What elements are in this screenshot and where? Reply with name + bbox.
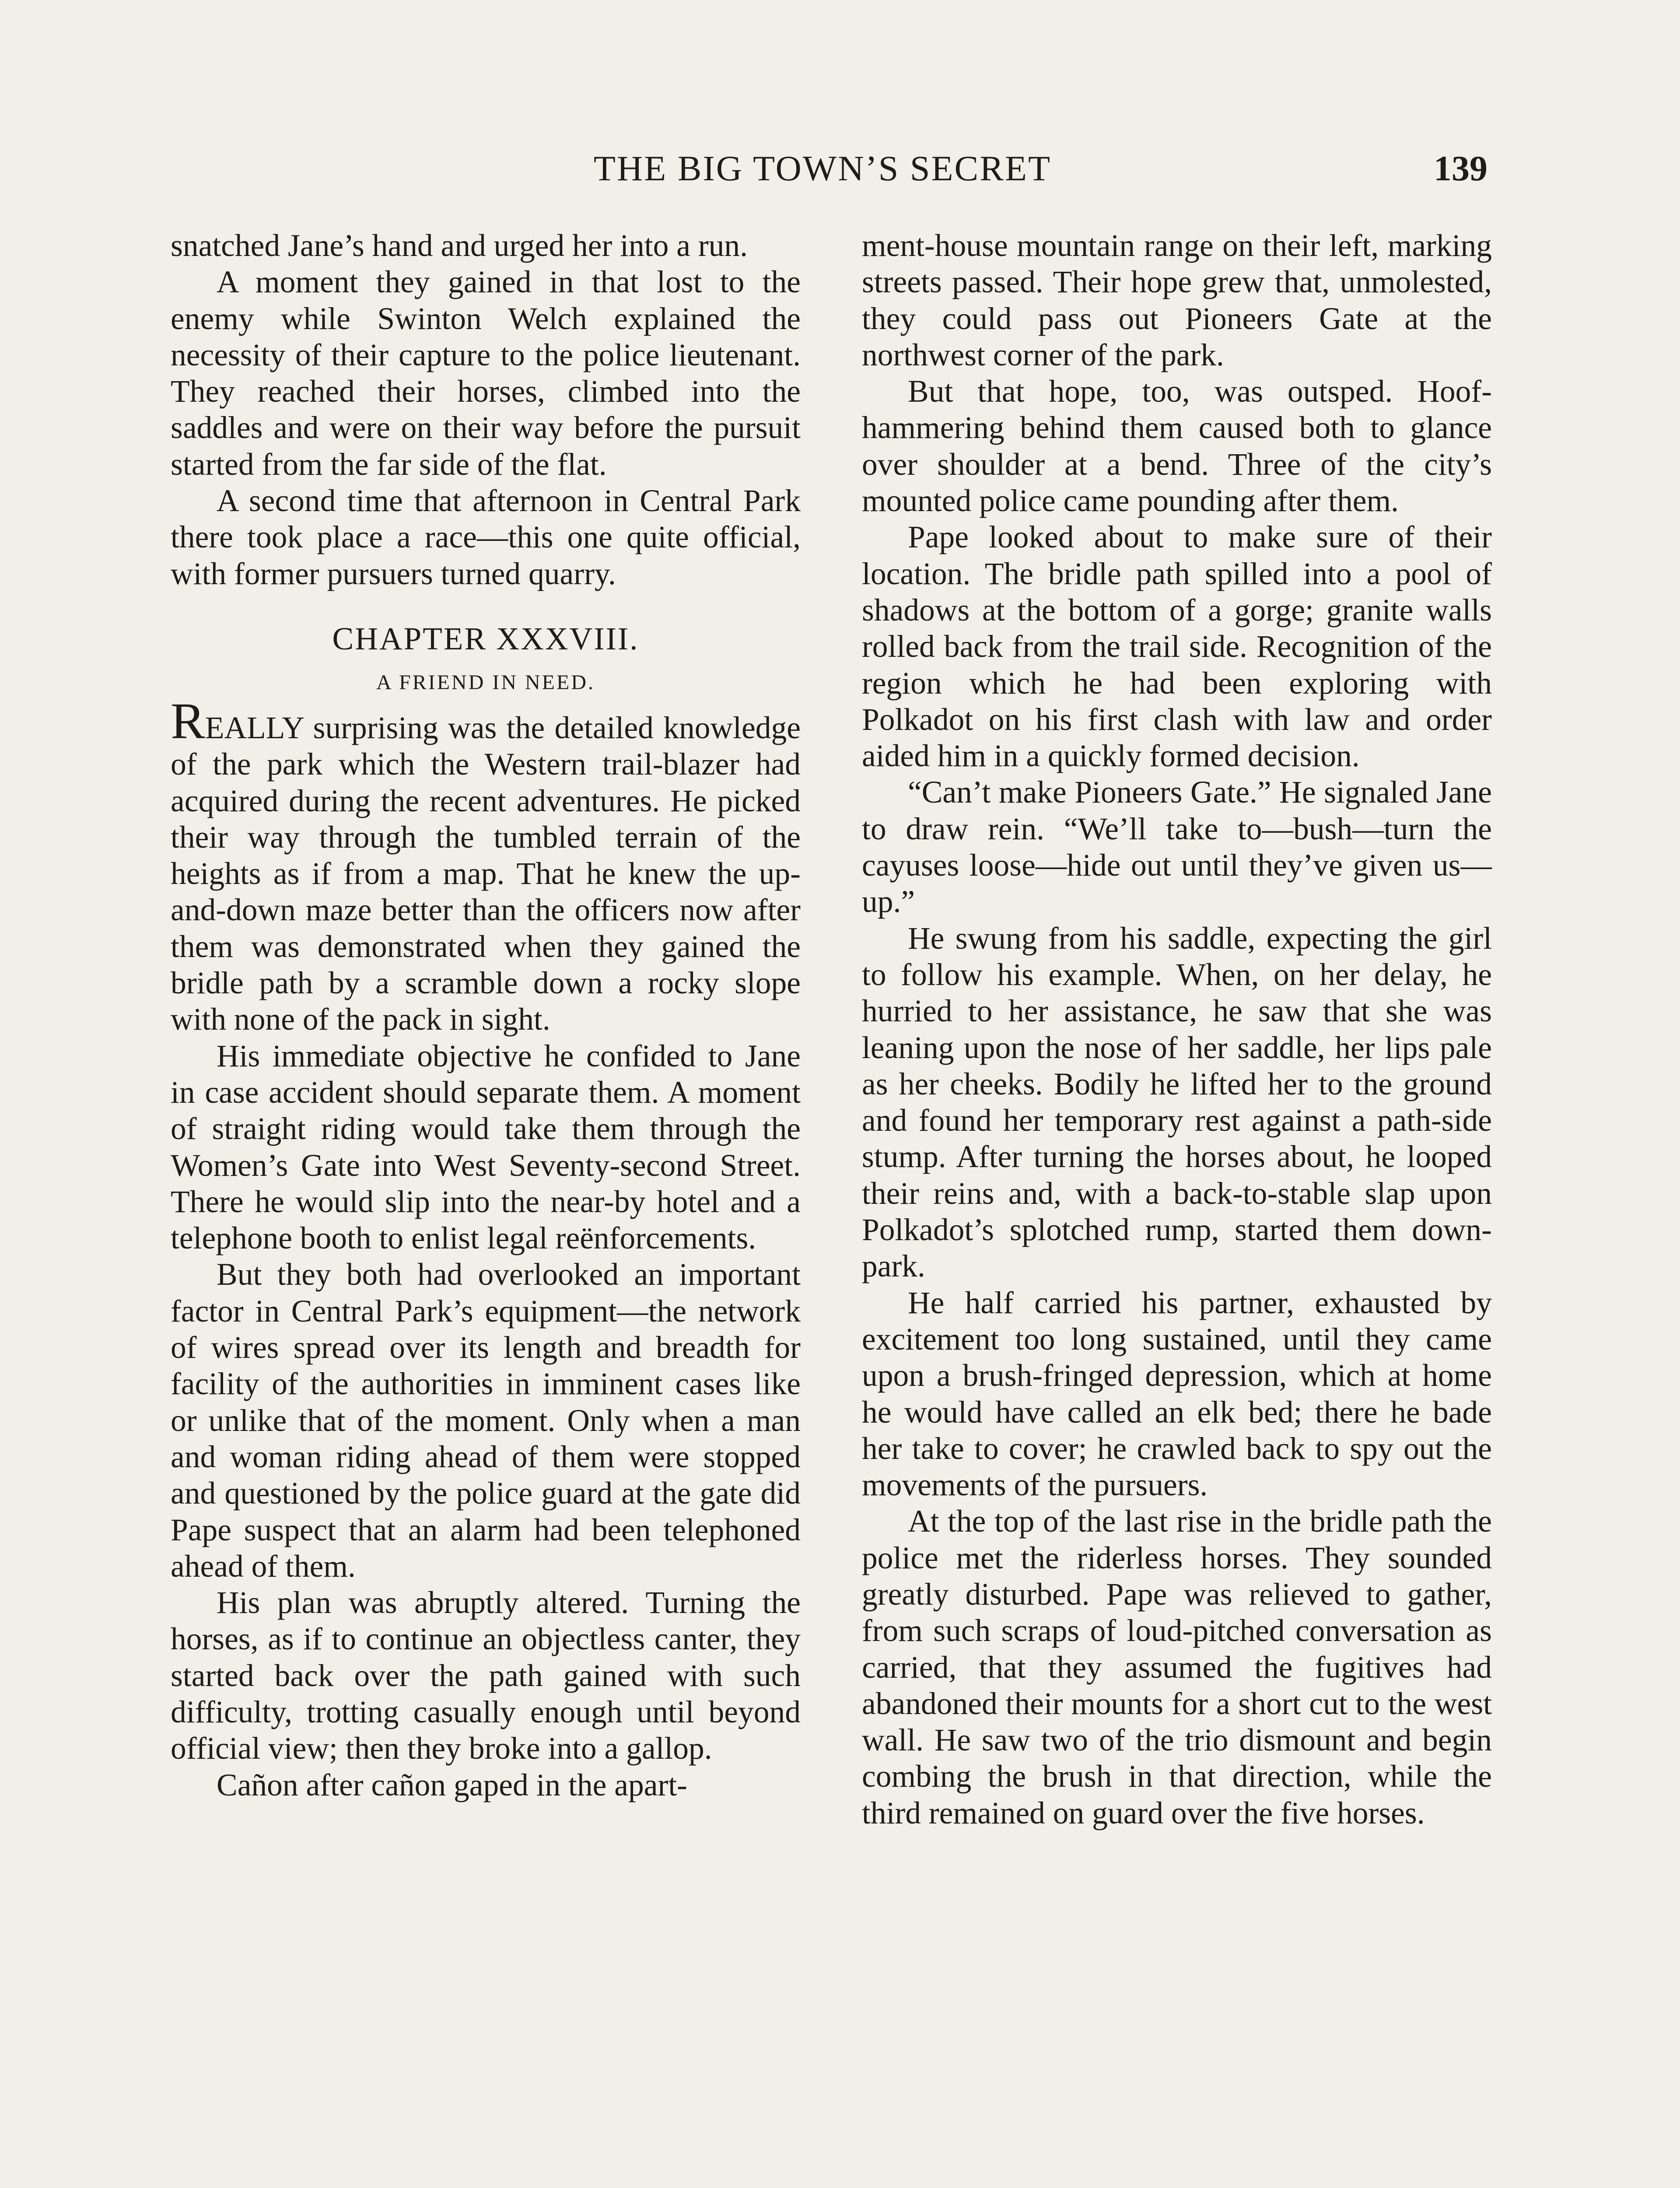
paragraph: Cañon after cañon gaped in the apart- <box>217 1767 687 1802</box>
chapter-heading: CHAPTER XXXVIII. <box>332 621 639 656</box>
page-number: 139 <box>1434 148 1488 188</box>
paragraph: But that hope, too, was outsped. Hoof-hammering behind them caused both to glance over shoulder at a bend. Three of the city’s mounted police came pounding after them. <box>862 374 1492 519</box>
paragraph: “Can’t make Pioneers Gate.” He signaled Jane to draw rein. “We’ll take to—bush—turn the cayuses loose—hide out until they’ve given us—up.” <box>862 775 1492 919</box>
paragraph: ment-house mountain range on their left, marking streets passed. Their hope grew that, unmolested, they could pass out Pioneers Gate at the northwest corner of the park. <box>862 228 1492 372</box>
running-title: THE BIG TOWN’S SECRET <box>593 148 1052 188</box>
paragraph: snatched Jane’s hand and urged her into a run. <box>171 228 748 263</box>
paragraph: His immediate objective he confided to Jane in case accident should separate them. A moment of straight riding would take them through the Women’s Gate into West Seventy-second Street. There he would slip into the near-by hotel and a telephone booth to enlist legal reënforcements. <box>171 1038 801 1256</box>
paragraph: Pape looked about to make sure of their location. The bridle path spilled into a pool of shadows at the bottom of a gorge; granite walls rolled back from the trail side. Recognition of the region which he had been exploring with Polkadot on his first clash with law and order aided him in a quickly formed decision. <box>862 520 1492 774</box>
paragraph: At the top of the last rise in the bridle path the police met the riderless horses. They sounded greatly disturbed. Pape was relieved to gather, from such scraps of loud-pitched conversation as carried, that they assumed the fugitives had abandoned their mounts for a short cut to the west wall. He saw two of the trio dismount and begin combing the brush in that direction, while the third remained on guard over the five horses. <box>862 1504 1492 1830</box>
opening-text: surprising was the detailed knowledge of the park which the Western trail-blazer had acquired during the recent adventures. He picked their way through the tumbled terrain of the heights as if from a map. That he knew the up-and-down maze better than the officers now after them was demonstrated when they gained the bridle path by a scramble down a rocky slope with none of the pack in sight. <box>171 710 801 1037</box>
running-head <box>175 144 1488 193</box>
opening-smallcaps: EALLY <box>205 710 304 745</box>
paragraph: His plan was abruptly altered. Turning the horses, as if to continue an objectless canter, they started back over the path gained with such difficulty, trotting casually enough until beyond official view; then they broke into a gallop. <box>171 1585 801 1766</box>
chapter-subtitle: A FRIEND IN NEED. <box>376 670 595 694</box>
paragraph: He swung from his saddle, expecting the girl to follow his example. When, on her delay, he hurried to her assistance, he saw that she was leaning upon the nose of her saddle, her lips pale as her cheeks. Bodily he lifted her to the ground and found her temporary rest against a path-side stump. After turning the horses about, he looped their reins and, with a back-to-stable slap upon Polkadot’s splotched rump, started them down-park. <box>862 921 1492 1284</box>
right-column <box>862 228 1492 1831</box>
paragraph: But they both had overlooked an important factor in Central Park’s equipment—the network of wires spread over its length and breadth for facility of the authorities in imminent cases like or unlike that of the moment. Only when a man and woman riding ahead of them were stopped and questioned by the police guard at the gate did Pape suspect that an alarm had been telephoned ahead of them. <box>171 1257 801 1584</box>
left-column <box>171 228 801 1803</box>
paragraph: A second time that afternoon in Central Park there took place a race—this one quite official, with former pursuers turned quarry. <box>171 484 801 591</box>
paragraph: A moment they gained in that lost to the enemy while Swinton Welch explained the necessity of their capture to the police lieutenant. They reached their horses, climbed into the saddles and were on their way before the pursuit started from the far side of the flat. <box>171 265 801 482</box>
drop-cap: R <box>171 692 205 750</box>
opening-paragraph <box>171 692 801 1038</box>
paragraph: He half carried his partner, exhausted by excitement too long sustained, until they came upon a brush-fringed depression, which at home he would have called an elk bed; there he bade her take to cover; he crawled back to spy out the movements of the pursuers. <box>862 1285 1492 1503</box>
